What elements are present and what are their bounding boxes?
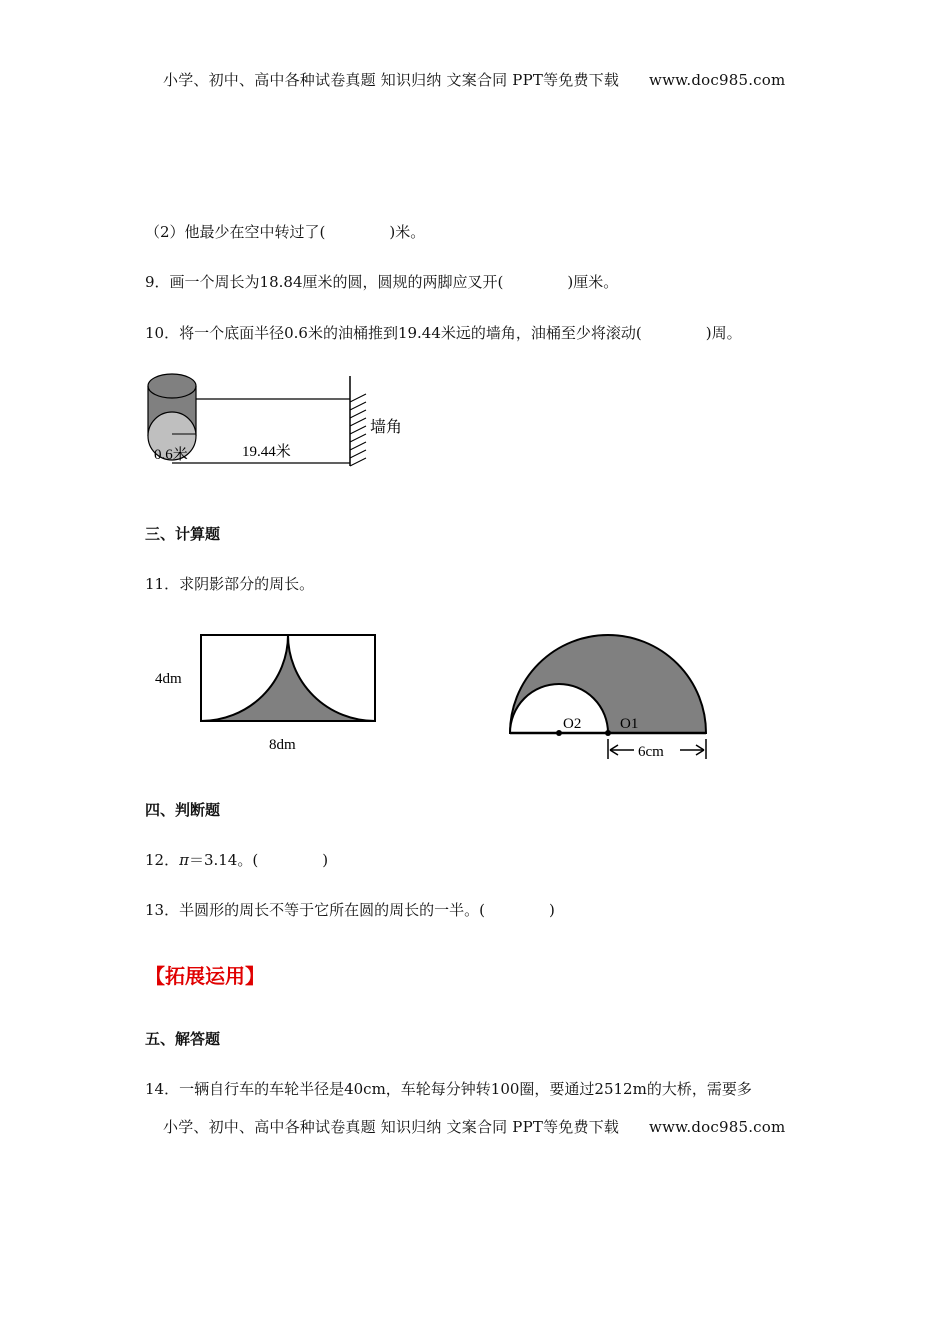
pi-symbol: π bbox=[179, 851, 189, 869]
question-13 bbox=[145, 899, 555, 920]
question-11: 11．求阴影部分的周长。 bbox=[145, 575, 315, 593]
question-8-part-2 bbox=[145, 221, 425, 242]
radius-label: 0.6米 bbox=[154, 447, 188, 463]
q9-text: 9．画一个周长为18.84厘米的圆，圆规的两脚应叉开( bbox=[145, 273, 504, 291]
page-footer bbox=[163, 1116, 785, 1137]
q13-close: ) bbox=[548, 901, 555, 919]
center-o1-dot bbox=[605, 730, 611, 736]
o1-label: O1 bbox=[620, 716, 639, 732]
height-label: 4dm bbox=[155, 671, 182, 687]
q12-number: 12． bbox=[145, 851, 180, 869]
o2-label: O2 bbox=[563, 716, 582, 732]
header-text: 小学、初中、高中各种试卷真题 知识归纳 文案合同 PPT等免费下载 bbox=[163, 71, 620, 89]
footer-url[interactable]: www.doc985.com bbox=[649, 1118, 786, 1136]
section-3-title: 三、计算题 bbox=[145, 525, 221, 543]
q10-tail: )周。 bbox=[705, 324, 742, 342]
q12-text: ＝3.14。( bbox=[188, 851, 259, 869]
section-4-title: 四、判断题 bbox=[145, 801, 221, 819]
length-label: 6cm bbox=[638, 744, 664, 760]
footer-text: 小学、初中、高中各种试卷真题 知识归纳 文案合同 PPT等免费下载 bbox=[163, 1118, 620, 1136]
q13-text: 13．半圆形的周长不等于它所在圆的周长的一半。( bbox=[145, 901, 485, 919]
question-10 bbox=[145, 322, 742, 343]
drum-top bbox=[148, 374, 196, 398]
q12-close: ) bbox=[322, 851, 329, 869]
wall-label: 墙角 bbox=[370, 419, 403, 436]
q9-tail: )厘米。 bbox=[567, 273, 619, 291]
question-12 bbox=[145, 849, 328, 870]
q10-text: 10．将一个底面半径0.6米的油桶推到19.44米远的墙角，油桶至少将滚动( bbox=[145, 324, 642, 342]
section-5-title: 五、解答题 bbox=[145, 1030, 221, 1048]
wall-hatching bbox=[350, 394, 366, 466]
q8p2-tail: )米。 bbox=[389, 223, 426, 241]
oil-drum-figure bbox=[140, 372, 420, 472]
rectangle-figure bbox=[145, 625, 385, 755]
width-label: 8dm bbox=[269, 737, 296, 753]
distance-label: 19.44米 bbox=[242, 444, 291, 460]
center-o2-dot bbox=[556, 730, 562, 736]
semicircle-figure bbox=[500, 625, 720, 765]
extension-heading: 【拓展运用】 bbox=[145, 964, 265, 988]
q8p2-text: （2）他最少在空中转过了( bbox=[145, 223, 326, 241]
page-header bbox=[163, 69, 785, 90]
question-14: 14．一辆自行车的车轮半径是40cm，车轮每分钟转100圈，要通过2512m的大桥，需要多 bbox=[145, 1080, 752, 1098]
question-9 bbox=[145, 271, 618, 292]
header-url[interactable]: www.doc985.com bbox=[649, 71, 786, 89]
